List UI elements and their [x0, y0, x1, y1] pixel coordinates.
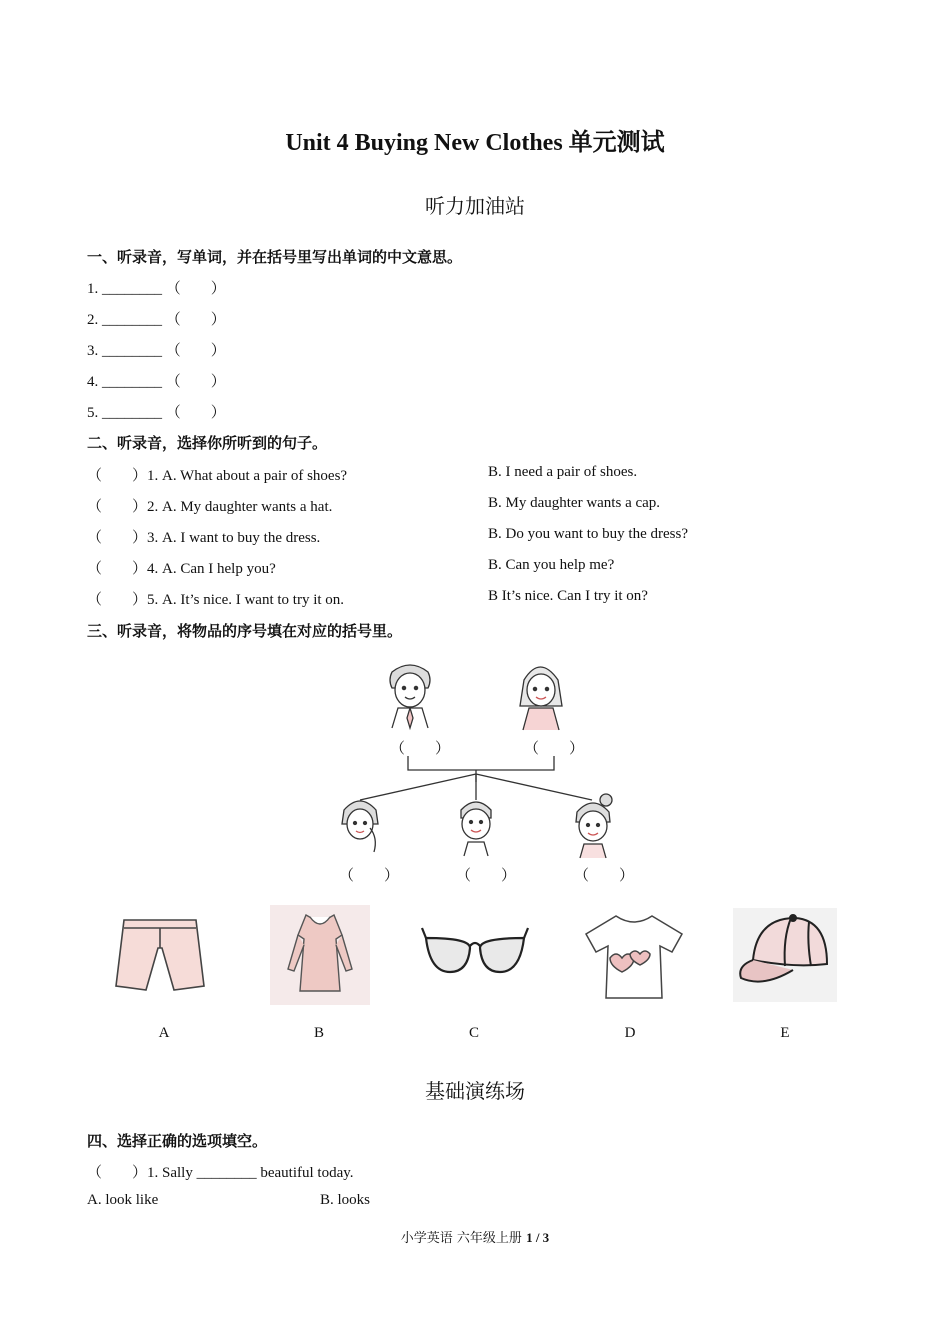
q3-heading: 三、听录音，将物品的序号填在对应的括号里。: [87, 622, 403, 640]
item-label: E: [780, 1025, 790, 1041]
boy-figure: [461, 802, 491, 856]
page-footer: [0, 1227, 950, 1246]
q1-item: 5. ________ （ ）: [87, 405, 226, 421]
item-label: C: [468, 1025, 479, 1041]
page-title: Unit 4 Buying New Clothes 单元测试: [285, 130, 665, 156]
q4-option-a: A. look like: [87, 1192, 159, 1208]
mother-figure: [520, 667, 562, 730]
item-label: A: [158, 1025, 170, 1041]
answer-paren-little-girl: （ ）: [574, 868, 635, 884]
q2-option-a: （ ）4. A. Can I help you?: [87, 561, 276, 577]
q1-item: 1. ________ （ ）: [87, 281, 226, 297]
glasses-image: [420, 920, 530, 990]
item-label: B: [313, 1025, 324, 1041]
girl-figure: [342, 801, 378, 852]
q2-option-b: B It’s nice. Can I try it on?: [488, 588, 648, 604]
t-shirt-image: [578, 908, 690, 1006]
q2-option-a: （ ）3. A. I want to buy the dress.: [87, 530, 321, 546]
q1-item: 2. ________ （ ）: [87, 312, 226, 328]
answer-paren-boy: （ ）: [456, 868, 517, 884]
q4-question: （ ）1. Sally ________ beautiful today.: [87, 1165, 354, 1181]
little-girl-figure: [576, 794, 612, 858]
q2-option-b: B. My daughter wants a cap.: [488, 495, 661, 511]
family-tree-illustration: [330, 660, 630, 890]
q2-heading: 二、听录音，选择你所听到的句子。: [87, 434, 328, 452]
q4-option-b: B. looks: [320, 1192, 371, 1208]
section-title-basics: 基础演练场: [425, 1081, 525, 1103]
shorts-image: [112, 912, 208, 1002]
q2-option-a: （ ）2. A. My daughter wants a hat.: [87, 499, 333, 515]
answer-paren-girl: （ ）: [339, 868, 400, 884]
answer-paren-father: （ ）: [390, 741, 451, 757]
section-title-listening: 听力加油站: [425, 196, 525, 218]
father-figure: [390, 665, 430, 728]
q1-heading: 一、听录音，写单词，并在括号里写出单词的中文意思。: [87, 248, 463, 266]
tree-lines: [360, 756, 592, 800]
q2-option-a: （ ）5. A. It’s nice. I want to try it on.: [87, 592, 345, 608]
q2-option-b: B. Can you help me?: [488, 557, 615, 573]
answer-paren-mother: （ ）: [524, 741, 585, 757]
q1-item: 4. ________ （ ）: [87, 374, 226, 390]
dress-image: [270, 905, 370, 1005]
q4-heading: 四、选择正确的选项填空。: [87, 1132, 268, 1150]
item-label: D: [624, 1025, 636, 1041]
q2-option-b: B. Do you want to buy the dress?: [488, 526, 688, 542]
q1-item: 3. ________ （ ）: [87, 343, 226, 359]
footer-text: 小学英语 六年级上册: [400, 1231, 527, 1246]
q2-option-a: （ ）1. A. What about a pair of shoes?: [87, 468, 348, 484]
q2-option-b: B. I need a pair of shoes.: [488, 464, 638, 480]
page-number: 1 / 3: [526, 1230, 550, 1245]
cap-image: [733, 908, 837, 1002]
